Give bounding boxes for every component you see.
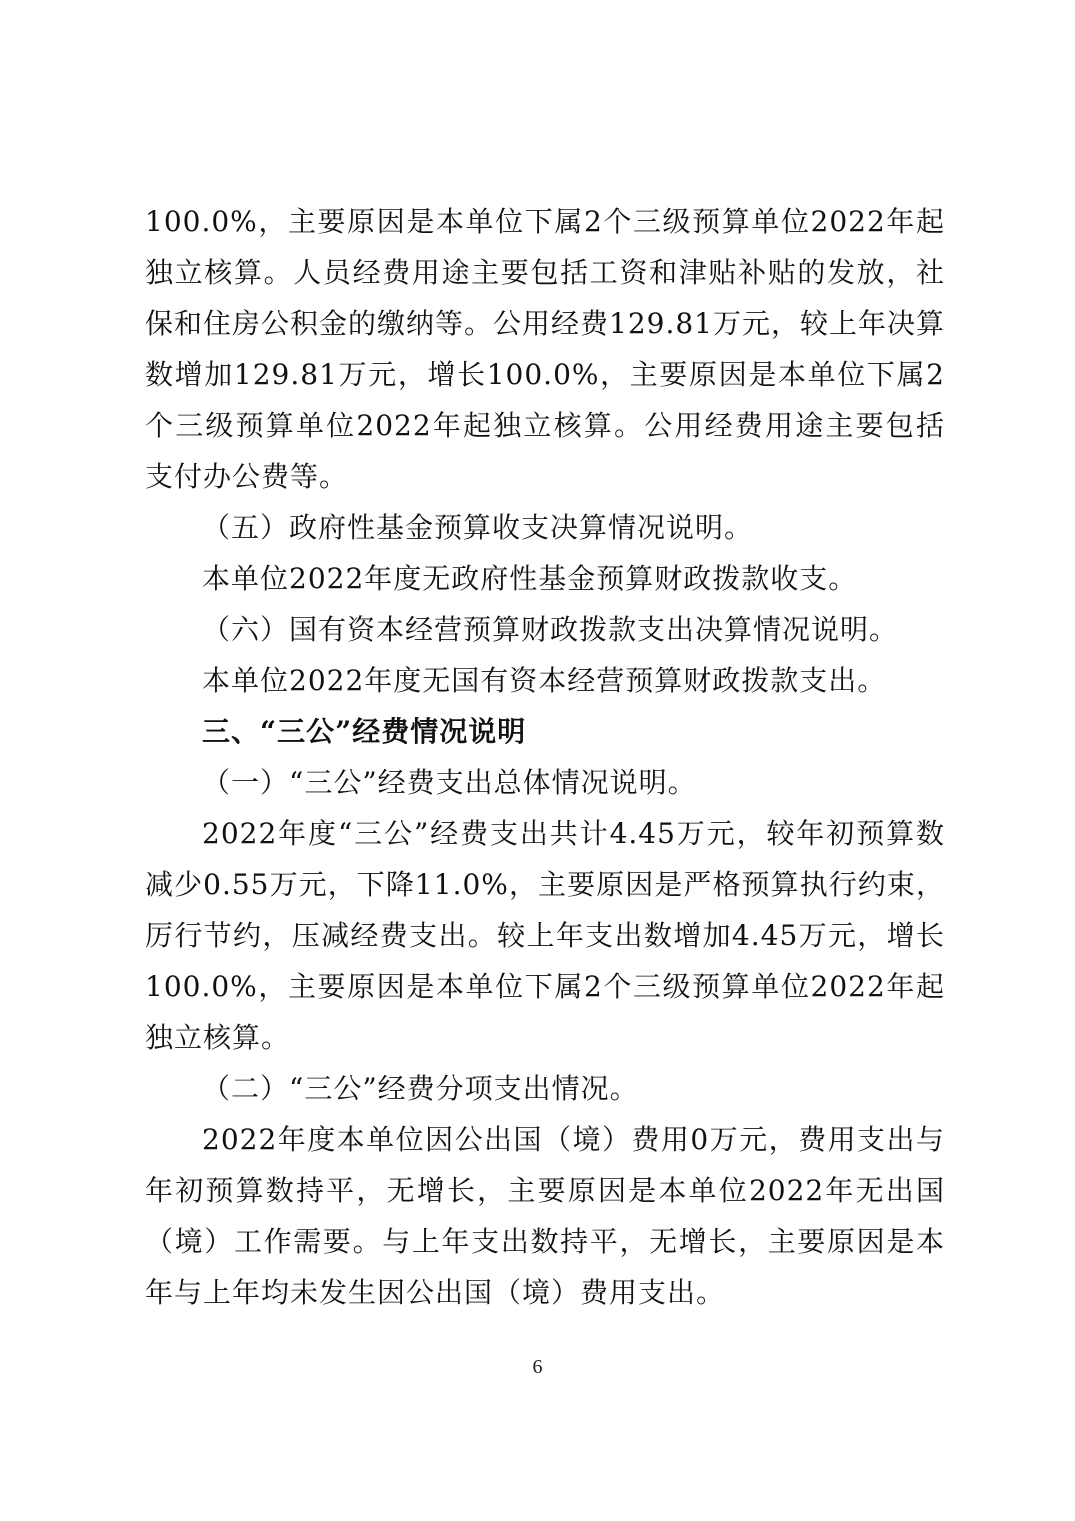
section-heading-three-public: 三、“三公”经费情况说明 <box>202 715 527 748</box>
paragraph-overseas-expenses: 2022年度本单位因公出国（境）费用0万元，费用支出与年初预算数持平，无增长，主要原因是本单位2022年无出国（境）工作需要。与上年支出数持平，无增长，主要原因是本年与上年均未发生因公出国（境）费用支出。 <box>145 1123 945 1309</box>
paragraph-government-fund: 本单位2022年度无政府性基金预算财政拨款收支。 <box>202 562 858 595</box>
section-heading-government-fund: （五）政府性基金预算收支决算情况说明。 <box>202 511 754 544</box>
section-heading-state-capital: （六）国有资本经营预算财政拨款支出决算情况说明。 <box>202 613 899 646</box>
subsection-heading-overall: （一）“三公”经费支出总体情况说明。 <box>202 766 697 799</box>
document-body <box>145 196 945 1318</box>
paragraph-overall-expenses: 2022年度“三公”经费支出共计4.45万元，较年初预算数减少0.55万元，下降11.0%，主要原因是严格预算执行约束，厉行节约，压减经费支出。较上年支出数增加4.45万元，增长100.0%，主要原因是本单位下属2个三级预算单位2022年起独立核算。 <box>145 817 945 1054</box>
subsection-heading-itemized: （二）“三公”经费分项支出情况。 <box>202 1072 639 1105</box>
paragraph-personnel-public-expenses: 100.0%，主要原因是本单位下属2个三级预算单位2022年起独立核算。人员经费用途主要包括工资和津贴补贴的发放，社保和住房公积金的缴纳等。公用经费129.81万元，较上年决算数增加129.81万元，增长100.0%，主要原因是本单位下属2个三级预算单位2022年起独立核算。公用经费用途主要包括支付办公费等。 <box>145 205 945 493</box>
page-number: 6 <box>532 1356 543 1378</box>
paragraph-state-capital: 本单位2022年度无国有资本经营预算财政拨款支出。 <box>202 664 887 697</box>
